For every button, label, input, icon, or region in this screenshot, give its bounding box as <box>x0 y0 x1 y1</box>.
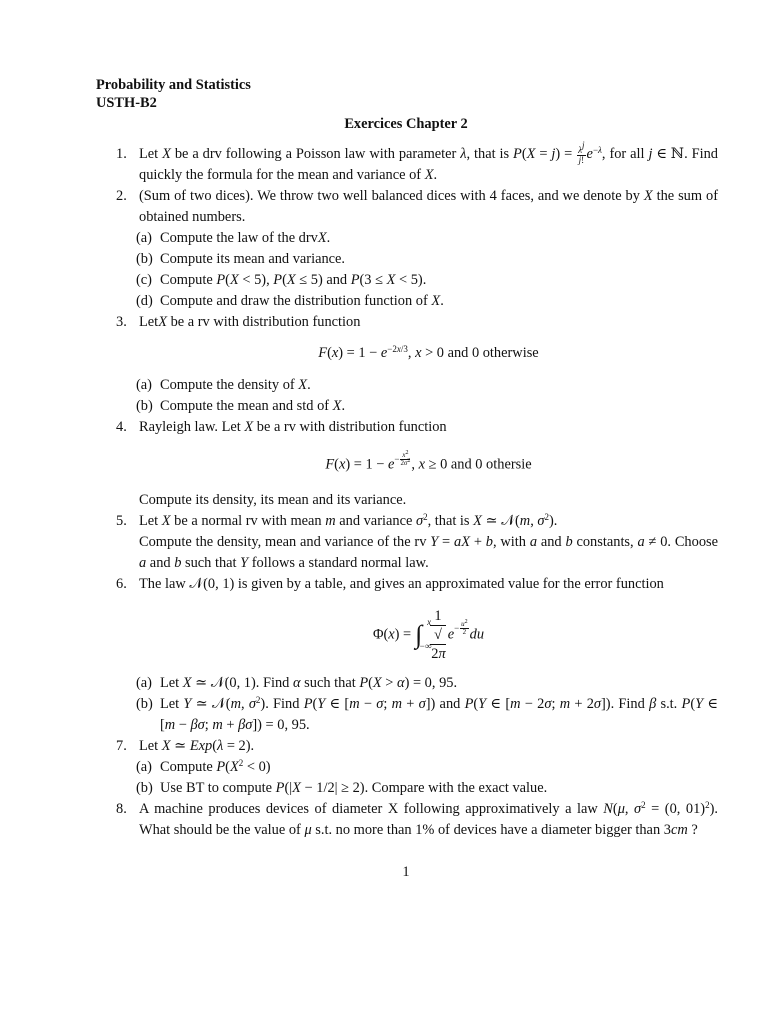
exercise-text: Compute its density, its mean and its variance. <box>139 491 407 508</box>
subquestion: (a) Compute the density of X. <box>136 377 311 393</box>
document-title: Exercices Chapter 2 <box>344 116 468 132</box>
exercise-text: Let X be a drv following a Poisson law with parameter λ, that is P(X = j) = $\frac{\lambda^j}{j!}$ $e^{-\lambda}$, for all j ∈ ℕ. Find quickly the formula for the mean and variance of X. <box>139 139 718 183</box>
exercise-2 <box>96 186 718 228</box>
exercise-text: A machine produces devices of diameter X following approximatively a law N(μ, $\sigma^2 = (0$, 01)$^2$). What should be the value of μ s.t. no more than 1% of devices have a diameter bigger than 3cm ? <box>139 799 718 838</box>
exercise-text: LetX be a rv with distribution function <box>139 314 361 330</box>
subquestion: (c) Compute P(X < 5), P(X ≤ 5) and P(3 ≤ X < 5). <box>136 272 427 288</box>
exercise-number: 7. <box>116 737 127 754</box>
subquestion: (b) Use BT to compute P(|X − 1/2| ≥ 2). Compare with the exact value. <box>136 779 548 796</box>
equation-error-function: Φ(x) = ∫ x −∞ 1 √ 2π $e^{- \frac{u^2}{2}}$ du <box>372 607 485 662</box>
poisson-fraction: $\frac{\lambda^j}{j!}$ <box>578 139 585 165</box>
exercise-text: Rayleigh law. Let X be a rv with distribution function <box>139 419 447 435</box>
exercise-3 <box>96 312 718 333</box>
exercise-number: 2. <box>116 188 127 204</box>
exercise-number: 4. <box>116 419 127 435</box>
subquestion: (d) Compute and draw the distribution function of X. <box>136 293 444 309</box>
exercise-7 <box>96 736 718 757</box>
exercise-5 <box>96 511 718 532</box>
exercise-1 <box>96 139 718 186</box>
document-header <box>96 76 251 112</box>
subquestion: (a) Compute the law of the drvX. <box>136 230 331 246</box>
exercise-number: 8. <box>116 800 127 817</box>
exercise-number: 6. <box>116 575 127 592</box>
exercise-text: Compute the density, mean and variance of the rv Y = aX + b, with a and b constants, a ≠ 0. Choose a and b such that Y follows a standard normal law. <box>139 533 719 571</box>
equation-exponential-cdf: $F(x) = 1 - e^{-2x/3}$, x > 0 and 0 otherwise <box>318 344 539 361</box>
exercise-text: The law 𝒩(0, 1) is given by a table, and gives an approximated value for the error function <box>139 575 664 592</box>
exercise-list <box>96 139 719 841</box>
exercise-4 <box>96 417 718 438</box>
exercise-number: 1. <box>116 146 127 162</box>
exercise-text: (Sum of two dices). We throw two well balanced dices with 4 faces, and we denote by X the sum of obtained numbers. <box>139 188 718 225</box>
subquestion: (b) Compute the mean and std of X. <box>136 398 346 414</box>
exercise-text: Let X ≃ Exp(λ = 2). <box>139 737 255 754</box>
exercise-text: Let X be a normal rv with mean m and variance $\sigma^2$, that is X ≃ 𝒩(m, $\sigma^2$). <box>139 511 558 529</box>
exercise-6 <box>96 574 718 595</box>
exercise-number: 3. <box>116 314 127 330</box>
subquestion: (b) Compute its mean and variance. <box>136 251 346 267</box>
subquestion: (a) Let X ≃ 𝒩(0, 1). Find α such that P(X > α) = 0, 95. <box>136 674 458 691</box>
exercise-8 <box>96 799 718 841</box>
class-label: USTH-B2 <box>96 95 157 111</box>
course-title: Probability and Statistics <box>96 77 251 93</box>
subquestion: (b) Let Y ≃ 𝒩(m, $\sigma^2$). Find P(Y ∈ [m − σ; m + σ]) and P(Y ∈ [m − 2σ; m + 2σ]). Find β s.t. P(Y ∈ [m − βσ; m + βσ]) = 0, 95. <box>136 694 719 733</box>
exercise-number: 5. <box>116 512 127 529</box>
equation-rayleigh-cdf: $F(x) = 1 - e^{- \frac{x^2}{2\sigma^2}}$ , x ≥ 0 and 0 othersie <box>325 450 532 473</box>
subquestion: (a) Compute $P(X^2 < 0)$ <box>136 757 271 775</box>
page-number: 1 <box>402 864 410 880</box>
